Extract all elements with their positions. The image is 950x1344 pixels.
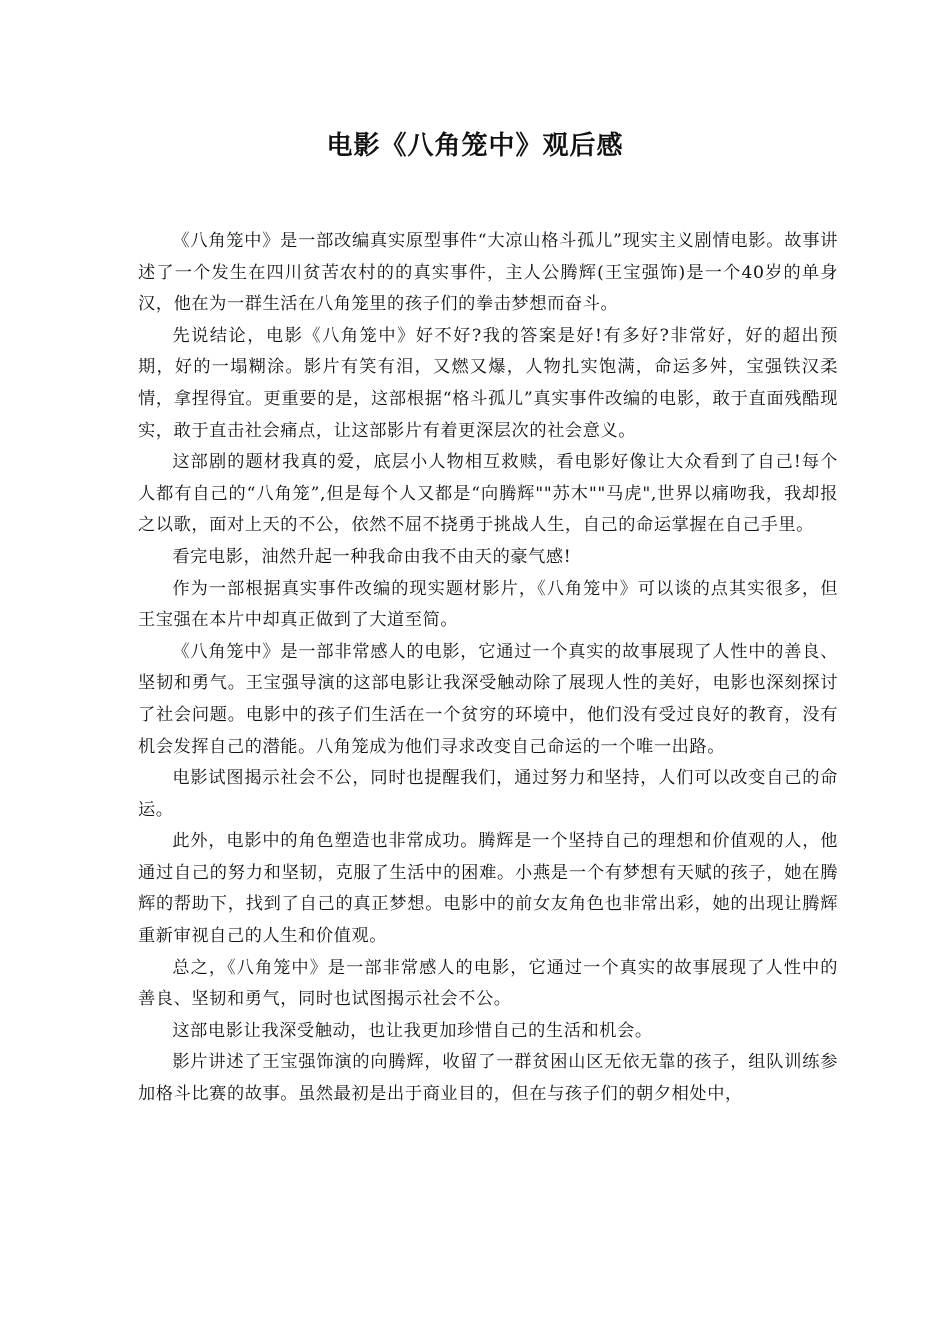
paragraph: 作为一部根据真实事件改编的现实题材影片，《八角笼中》可以谈的点其实很多，但王宝强在本片中却真正做到了大道至简。 [138,578,838,631]
paragraph: 此外，电影中的角色塑造也非常成功。腾辉是一个坚持自己的理想和价值观的人，他通过自己的努力和坚韧，克服了生活中的困难。小燕是一个有梦想有天赋的孩子，她在腾辉的帮助下，找到了自己的真正梦想。电影中的前女友角色也非常出彩，她的出现让腾辉重新审视自己的人生和价值观。 [138,831,838,947]
paragraph: 看完电影，油然升起一种我命由我不由天的豪气感! [172,546,572,567]
paragraph: 总之，《八角笼中》是一部非常感人的电影，它通过一个真实的故事展现了人性中的善良、坚韧和勇气，同时也试图揭示社会不公。 [138,957,838,1010]
paragraph: 影片讲述了王宝强饰演的向腾辉，收留了一群贫困山区无依无靠的孩子，组队训练参加格斗比赛的故事。虽然最初是出于商业目的，但在与孩子们的朝夕相处中， [138,1052,838,1105]
document-body [138,226,838,1111]
paragraph: 先说结论，电影《八角笼中》好不好?我的答案是好!有多好?非常好，好的超出预期，好的一塌糊涂。影片有笑有泪，又燃又爆，人物扎实饱满，命运多舛，宝强铁汉柔情，拿捏得宜。更重要的是，这部根据“格斗孤儿”真实事件改编的电影，敢于直面残酷现实，敢于直击社会痛点，让这部影片有着更深层次的社会意义。 [138,325,838,441]
paragraph: 这部电影让我深受触动，也让我更加珍惜自己的生活和机会。 [172,1020,653,1041]
document-title: 电影《八角笼中》观后感 [326,131,624,161]
paragraph: 这部剧的题材我真的爱，底层小人物相互救赎，看电影好像让大众看到了自己!每个人都有自己的“八角笼”,但是每个人又都是“向腾辉""苏木""马虎",世界以痛吻我，我却报之以歌，面对上天的不公，依然不屈不挠勇于挑战人生，自己的命运掌握在自己手里。 [138,452,838,536]
paragraph: 《八角笼中》是一部改编真实原型事件“大凉山格斗孤儿”现实主义剧情电影。故事讲述了一个发生在四川贫苦农村的的真实事件，主人公腾辉(王宝强饰)是一个40岁的单身汉，他在为一群生活在八角笼里的孩子们的拳击梦想而奋斗。 [138,231,838,315]
paragraph: 电影试图揭示社会不公，同时也提醒我们，通过努力和坚持，人们可以改变自己的命运。 [138,768,838,820]
paragraph: 《八角笼中》是一部非常感人的电影，它通过一个真实的故事展现了人性中的善良、坚韧和勇气。王宝强导演的这部电影让我深受触动除了展现人性的美好，电影也深刻探讨了社会问题。电影中的孩子们生活在一个贫穷的环境中，他们没有受过良好的教育，没有机会发挥自己的潜能。八角笼成为他们寻求改变自己命运的一个唯一出路。 [138,641,838,757]
